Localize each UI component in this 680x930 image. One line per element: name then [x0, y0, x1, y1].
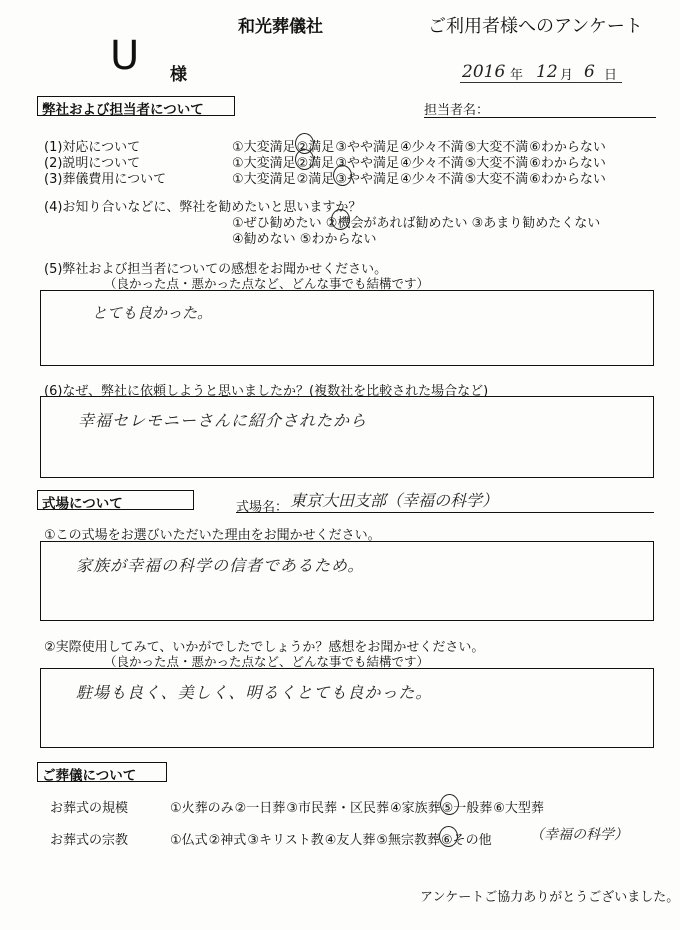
q2-selected-circle — [295, 149, 314, 170]
survey-title: ご利用者様へのアンケート — [428, 16, 643, 37]
q2-option-4[interactable]: ④少々不満 — [399, 156, 464, 171]
q1-option-6[interactable]: ⑥わからない — [529, 140, 606, 155]
scale-option-6[interactable]: ⑥大型葬 — [493, 801, 544, 816]
scale-selected-circle — [440, 794, 459, 815]
religion-label: お葬式の宗教 — [50, 833, 129, 848]
q2-option-6[interactable]: ⑥わからない — [529, 156, 606, 171]
scale-option-4[interactable]: ④家族葬 — [389, 801, 441, 816]
q3-selected-circle — [333, 165, 352, 186]
customer-suffix: 様 — [170, 65, 187, 85]
date-day-unit: 日 — [604, 68, 618, 83]
q2-label: (2)説明について — [44, 156, 141, 171]
date-month-unit: 月 — [560, 68, 574, 83]
company-name: 和光葬儀社 — [238, 17, 323, 37]
q6-answer: 幸福セレモニーさんに紹介されたから — [78, 411, 368, 430]
date-year-unit: 年 — [510, 68, 524, 83]
q5-answer: とても良かった。 — [92, 304, 213, 322]
religion-option-4[interactable]: ④友人葬 — [324, 833, 376, 848]
section-funeral-heading: ご葬儀について — [42, 768, 137, 784]
q4-selected-circle — [331, 209, 350, 230]
staff-name-label: 担当者名： — [424, 103, 490, 118]
scale-option-1[interactable]: ①火葬のみ — [170, 801, 234, 816]
venue-qb-sublabel: （良かった点・悪かった点など、どんな事でも結構です） — [104, 654, 430, 669]
venue-underline — [236, 512, 654, 513]
q1-option-1[interactable]: ①大変満足 — [232, 140, 296, 155]
q4-options-line2 — [232, 228, 376, 247]
q5-sublabel: （良かった点・悪かった点など、どんな事でも結構です） — [104, 276, 430, 291]
religion-option-6[interactable]: ⑥その他 — [441, 829, 492, 848]
customer-initial: U — [110, 33, 140, 79]
q1-option-3[interactable]: ③やや満足 — [335, 140, 399, 155]
q3-option-3[interactable]: ③やや満足 — [335, 168, 399, 187]
q4-option-1[interactable]: ①ぜひ勧めたい — [232, 216, 322, 231]
date-day: 6 — [584, 62, 595, 82]
q5-label: (5)弊社および担当者についての感想をお聞かせください。 — [44, 262, 388, 277]
date-underline — [460, 82, 622, 83]
q1-option-4[interactable]: ④少々不満 — [399, 140, 464, 155]
date-year: 2016 — [462, 62, 506, 82]
section-company-staff-heading: 弊社および担当者について — [42, 102, 204, 118]
section-venue — [37, 490, 194, 510]
q4-option-3[interactable]: ③あまり勧めたくない — [471, 216, 601, 231]
q4-option-2[interactable]: ②機会があれば勧めたい — [325, 216, 468, 231]
q4-option-5[interactable]: ⑤わからない — [299, 232, 377, 247]
scale-option-3[interactable]: ③市民葬・区民葬 — [286, 801, 389, 816]
q3-option-5[interactable]: ⑤大変不満 — [464, 172, 529, 187]
q3-option-2[interactable]: ②満足 — [296, 172, 335, 187]
date-month: 12 — [536, 62, 558, 82]
footer-thanks: アンケートご協力ありがとうございました。 — [420, 890, 680, 905]
section-company-staff — [37, 96, 235, 116]
scale-options — [170, 797, 545, 816]
q1-option-5[interactable]: ⑤大変不満 — [464, 140, 529, 155]
q3-label: (3)葬儀費用について — [44, 172, 167, 187]
religion-option-5[interactable]: ⑤無宗教葬 — [376, 833, 441, 848]
religion-option-2[interactable]: ②神式 — [208, 833, 247, 848]
q2-option-2[interactable]: ②満足 — [297, 152, 335, 171]
q3-option-6[interactable]: ⑥わからない — [529, 172, 606, 187]
q3-options — [232, 168, 607, 187]
q2-option-5[interactable]: ⑤大変不満 — [464, 156, 529, 171]
scale-option-2[interactable]: ②一日葬 — [234, 801, 286, 816]
venue-label: 式場名： — [236, 500, 289, 515]
religion-option-1[interactable]: ①仏式 — [170, 833, 208, 848]
religion-other-note: （幸福の科学） — [530, 827, 628, 843]
q4-label: (4)お知り合いなどに、弊社を勧めたいと思いますか？ — [44, 200, 362, 215]
q3-option-4[interactable]: ④少々不満 — [399, 172, 464, 187]
religion-options — [170, 829, 493, 848]
venue-value: 東京大田支部（幸福の科学） — [290, 491, 499, 510]
q2-option-1[interactable]: ①大変満足 — [232, 156, 296, 171]
venue-qb-label: ②実際使用してみて、いかがでしたでしょうか？感想をお聞かせください。 — [44, 640, 485, 655]
q3-option-1[interactable]: ①大変満足 — [232, 172, 296, 187]
q6-label: (6)なぜ、弊社に依頼しようと思いましたか？(複数社を比較された場合など) — [44, 384, 489, 399]
staff-name-underline — [424, 117, 656, 118]
scale-label: お葬式の規模 — [50, 801, 129, 816]
venue-qa-answer: 家族が幸福の科学の信者であるため。 — [76, 556, 365, 575]
section-venue-heading: 式場について — [42, 496, 123, 512]
q1-label: (1)対応について — [44, 140, 141, 155]
q2-option-3[interactable]: ③やや満足 — [335, 156, 399, 171]
section-funeral — [37, 762, 167, 782]
q1-option-2[interactable]: ②満足 — [297, 136, 335, 155]
religion-selected-circle — [439, 826, 458, 847]
scale-option-5[interactable]: ⑤一般葬 — [442, 797, 493, 816]
religion-option-3[interactable]: ③キリスト教 — [247, 833, 324, 848]
q4-option-4[interactable]: ④勧めない — [232, 232, 296, 247]
venue-qa-label: ①この式場をお選びいただいた理由をお聞かせください。 — [44, 528, 381, 543]
venue-qb-answer: 駐場も良く、美しく、明るくとても良かった。 — [76, 683, 433, 702]
